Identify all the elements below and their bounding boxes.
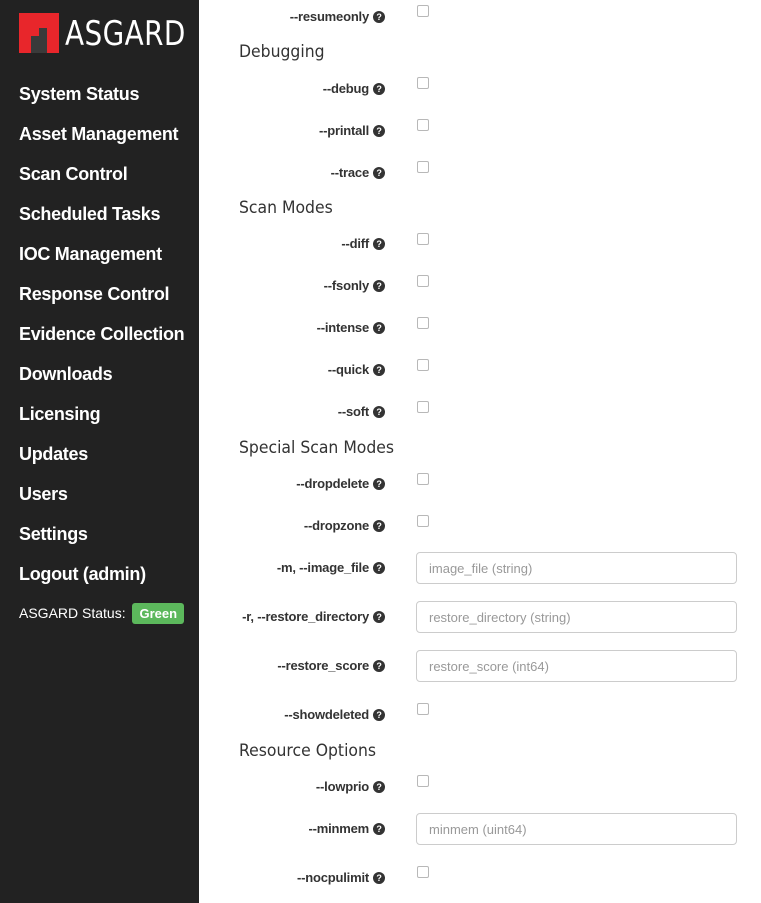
help-icon[interactable]: ? (373, 364, 385, 376)
printall-checkbox[interactable] (417, 119, 429, 131)
nav-downloads[interactable]: Downloads (19, 364, 113, 384)
nocpulimit-checkbox[interactable] (417, 866, 429, 878)
nav-asset-management[interactable]: Asset Management (19, 124, 179, 144)
brand-name: ASGARD (65, 14, 186, 54)
help-icon[interactable]: ? (373, 562, 385, 574)
help-icon[interactable]: ? (373, 478, 385, 490)
status-badge: Green (132, 603, 184, 624)
soft-checkbox[interactable] (417, 401, 429, 413)
help-icon[interactable]: ? (373, 11, 385, 23)
option-label: --intense (316, 320, 369, 335)
section-special-scan-modes: Special Scan Modes (239, 438, 395, 458)
restore-score-input[interactable] (416, 650, 737, 682)
option-label: --resumeonly (289, 9, 369, 24)
help-icon[interactable]: ? (373, 406, 385, 418)
option-label: --dropdelete (296, 476, 369, 491)
option-label: --quick (327, 362, 369, 377)
nav-evidence-collection[interactable]: Evidence Collection (19, 324, 185, 344)
image-file-input[interactable] (416, 552, 737, 584)
section-resource-options: Resource Options (239, 741, 377, 761)
help-icon[interactable]: ? (373, 125, 385, 137)
help-icon[interactable]: ? (373, 823, 385, 835)
nav-ioc-management[interactable]: IOC Management (19, 244, 162, 264)
quick-checkbox[interactable] (417, 359, 429, 371)
debug-checkbox[interactable] (417, 77, 429, 89)
option-label: --soft (337, 404, 369, 419)
nav-logout[interactable]: Logout (admin) (19, 564, 146, 584)
minmem-input[interactable] (416, 813, 737, 845)
asgard-status (19, 603, 184, 624)
nav-users[interactable]: Users (19, 484, 68, 504)
dropzone-checkbox[interactable] (417, 515, 429, 527)
sidebar (0, 0, 199, 903)
help-icon[interactable]: ? (373, 709, 385, 721)
option-label: --nocpulimit (297, 870, 369, 885)
asgard-logo[interactable] (19, 13, 189, 53)
intense-checkbox[interactable] (417, 317, 429, 329)
scan-options-form (199, 0, 761, 903)
option-label: --minmem (308, 821, 369, 836)
logo-mark-icon (19, 13, 59, 53)
help-icon[interactable]: ? (373, 280, 385, 292)
option-label: -m, --image_file (276, 560, 369, 575)
nav-updates[interactable]: Updates (19, 444, 88, 464)
help-icon[interactable]: ? (373, 238, 385, 250)
main-nav (19, 79, 184, 599)
help-icon[interactable]: ? (373, 83, 385, 95)
option-label: --showdeleted (284, 707, 369, 722)
trace-checkbox[interactable] (417, 161, 429, 173)
status-label: ASGARD Status: (19, 605, 126, 621)
resumeonly-checkbox[interactable] (417, 5, 429, 17)
help-icon[interactable]: ? (373, 872, 385, 884)
option-label: -r, --restore_directory (242, 609, 369, 624)
section-scan-modes: Scan Modes (239, 198, 333, 218)
option-label: --restore_score (277, 658, 369, 673)
help-icon[interactable]: ? (373, 167, 385, 179)
nav-scheduled-tasks[interactable]: Scheduled Tasks (19, 204, 161, 224)
help-icon[interactable]: ? (373, 781, 385, 793)
nav-response-control[interactable]: Response Control (19, 284, 170, 304)
nav-settings[interactable]: Settings (19, 524, 88, 544)
option-label: --dropzone (303, 518, 369, 533)
option-label: --lowprio (315, 779, 369, 794)
option-label: --debug (322, 81, 369, 96)
option-label: --fsonly (323, 278, 369, 293)
nav-system-status[interactable]: System Status (19, 84, 140, 104)
section-debugging: Debugging (239, 42, 325, 62)
option-label: --trace (330, 165, 369, 180)
diff-checkbox[interactable] (417, 233, 429, 245)
help-icon[interactable]: ? (373, 611, 385, 623)
lowprio-checkbox[interactable] (417, 775, 429, 787)
dropdelete-checkbox[interactable] (417, 473, 429, 485)
nav-licensing[interactable]: Licensing (19, 404, 101, 424)
restore-directory-input[interactable] (416, 601, 737, 633)
fsonly-checkbox[interactable] (417, 275, 429, 287)
nav-scan-control[interactable]: Scan Control (19, 164, 128, 184)
help-icon[interactable]: ? (373, 660, 385, 672)
help-icon[interactable]: ? (373, 322, 385, 334)
option-label: --printall (319, 123, 369, 138)
showdeleted-checkbox[interactable] (417, 703, 429, 715)
option-label: --diff (341, 236, 369, 251)
help-icon[interactable]: ? (373, 520, 385, 532)
